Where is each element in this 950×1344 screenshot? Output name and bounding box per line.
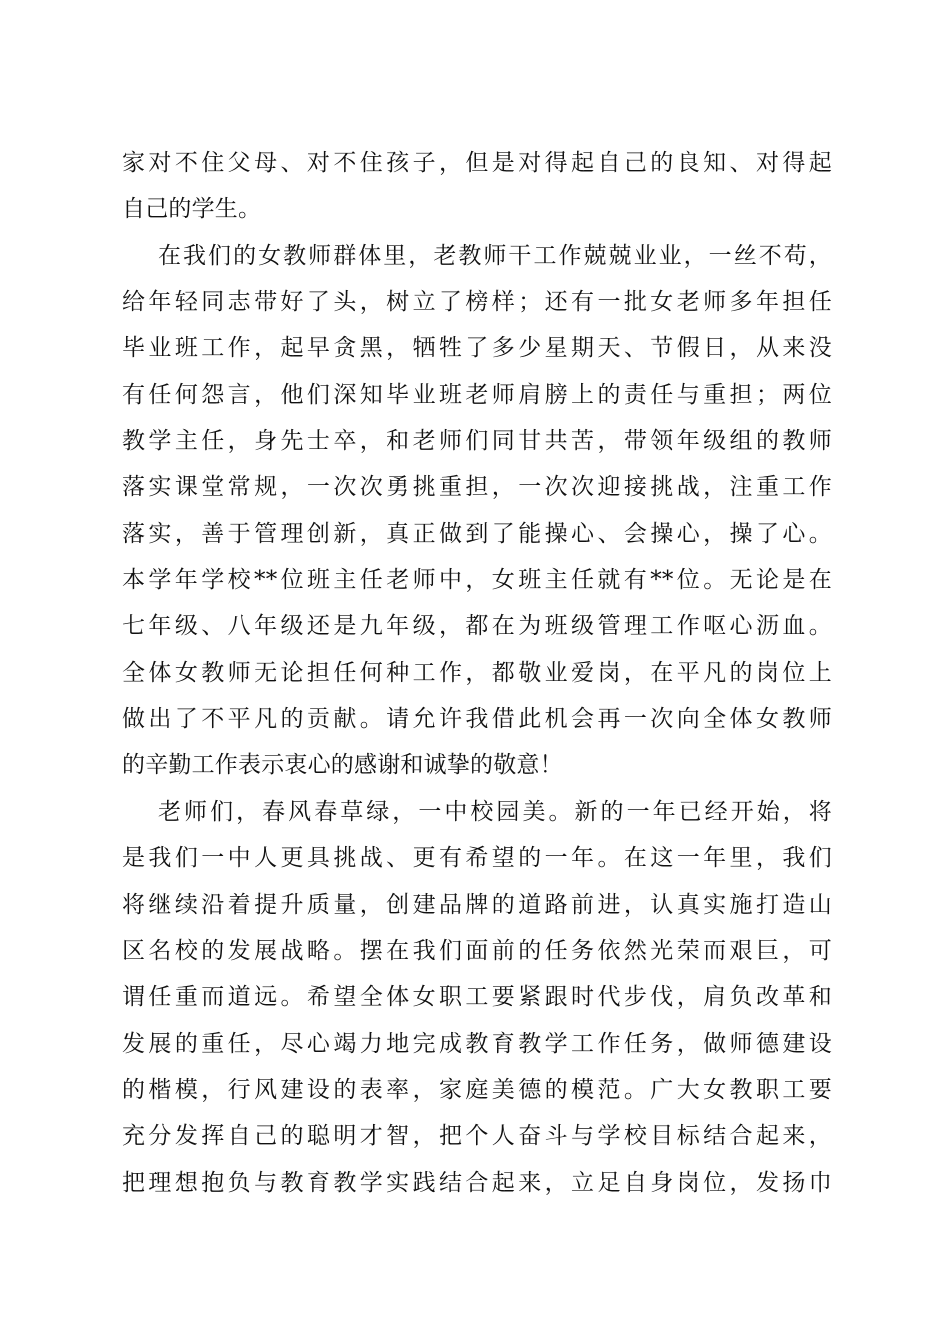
text-line: 的楷模，行风建设的表率，家庭美德的模范。广大女教职工要 <box>122 1076 832 1103</box>
paragraph-start-line: 老师们，春风春草绿，一中校园美。新的一年已经开始，将 <box>158 798 832 825</box>
text-line: 落实，善于管理创新，真正做到了能操心、会操心，操了心。 <box>122 520 832 547</box>
text-line: 七年级、八年级还是九年级，都在为班级管理工作呕心沥血。 <box>122 613 832 640</box>
text-line: 的辛勤工作表示衷心的感谢和诚挚的敬意！ <box>122 752 563 779</box>
text-line: 给年轻同志带好了头，树立了榜样；还有一批女老师多年担任 <box>122 289 832 316</box>
body-text <box>122 140 832 1206</box>
text-line: 是我们一中人更具挑战、更有希望的一年。在这一年里，我们 <box>122 845 832 872</box>
text-line: 把理想抱负与教育教学实践结合起来，立足自身岗位，发扬巾 <box>122 1169 832 1196</box>
text-line: 自己的学生。 <box>122 196 262 223</box>
text-line: 发展的重任，尽心竭力地完成教育教学工作任务，做师德建设 <box>122 1030 832 1057</box>
text-line: 本学年学校**位班主任老师中，女班主任就有**位。无论是在 <box>122 567 832 594</box>
text-line: 有任何怨言，他们深知毕业班老师肩膀上的责任与重担；两位 <box>122 381 832 408</box>
text-line: 家对不住父母、对不住孩子，但是对得起自己的良知、对得起 <box>122 150 832 176</box>
text-line: 教学主任，身先士卒，和老师们同甘共苦，带领年级组的教师 <box>122 428 832 455</box>
paragraph-start-line: 在我们的女教师群体里，老教师干工作兢兢业业，一丝不苟， <box>158 242 832 269</box>
text-line: 落实课堂常规，一次次勇挑重担，一次次迎接挑战，注重工作 <box>122 474 832 501</box>
text-line: 全体女教师无论担任何种工作，都敬业爱岗，在平凡的岗位上 <box>122 659 832 686</box>
text-line: 充分发挥自己的聪明才智，把个人奋斗与学校目标结合起来， <box>122 1123 832 1150</box>
text-line: 做出了不平凡的贡献。请允许我借此机会再一次向全体女教师 <box>122 706 832 733</box>
text-line: 将继续沿着提升质量，创建品牌的道路前进，认真实施打造山 <box>122 891 832 918</box>
text-line: 谓任重而道远。希望全体女职工要紧跟时代步伐，肩负改革和 <box>122 984 832 1011</box>
text-line: 区名校的发展战略。摆在我们面前的任务依然光荣而艰巨，可 <box>122 937 832 964</box>
text-line: 毕业班工作，起早贪黑，牺牲了多少星期天、节假日，从来没 <box>122 335 832 362</box>
